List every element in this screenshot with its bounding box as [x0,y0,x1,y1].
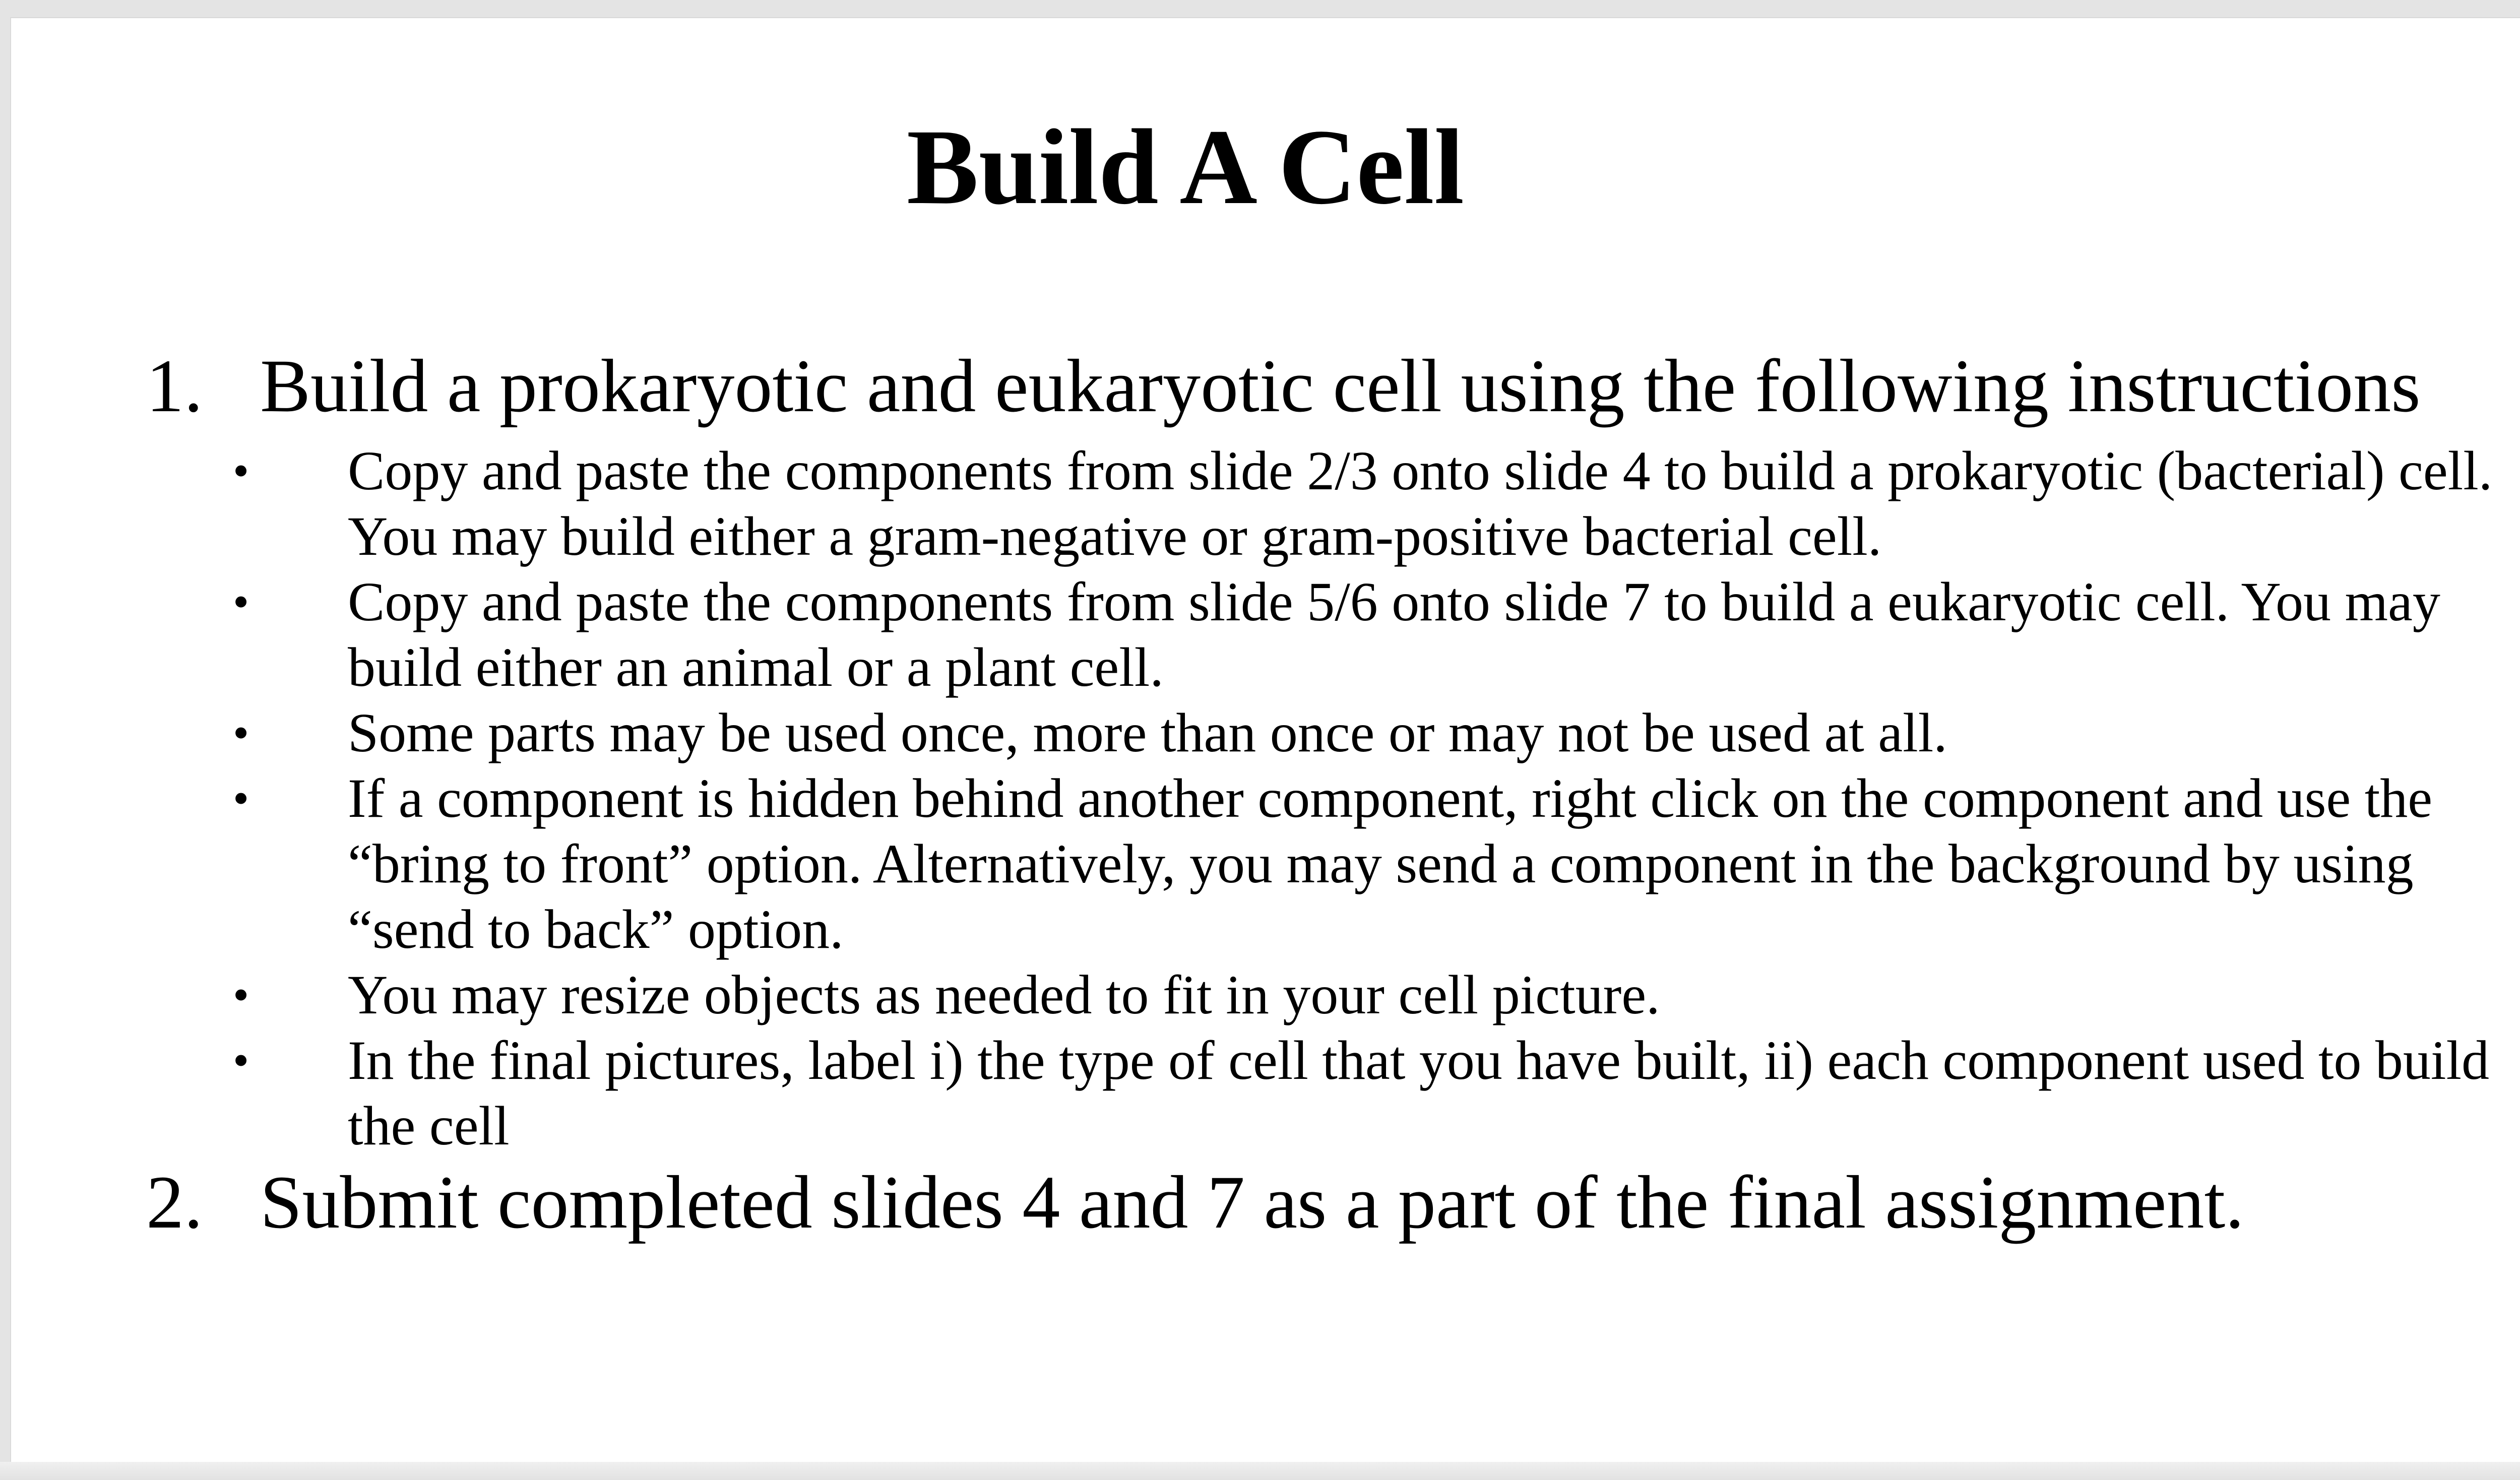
bullet-line: If a component is hidden behind another component, right click on the component and use the [348,767,2433,829]
bullet-line: “send to back” option. [348,898,844,960]
bullet-line: Copy and paste the components from slide 5/6 onto slide 7 to build a eukaryotic cell. You may [348,571,2440,632]
bullet-line: You may resize objects as needed to fit in your cell picture. [348,964,1660,1025]
window-bottom-edge [0,1462,2520,1480]
bullet-line: the cell [348,1095,510,1156]
bullet-item [233,569,2471,700]
bullet-line: “bring to front” option. Alternatively, you may send a component in the background by using [348,833,2414,894]
numbered-item-2 [146,1157,2520,1248]
slide-canvas [10,17,2520,1463]
bullet-item [233,1027,2490,1159]
bullet-line: build either an animal or a plant cell. [348,636,1164,698]
bullet-line: In the final pictures, label i) the type of cell that you have built, ii) each component used to build [348,1029,2490,1091]
slide-title: Build A Cell [906,107,1465,227]
bullet-dot-icon: • [233,969,249,1020]
bullet-item [233,765,2471,962]
bullet-dot-icon: • [233,1035,249,1086]
bullet-item [233,700,2471,765]
item-number: 1. [146,344,203,428]
bullet-line: Copy and paste the components from slide 2/3 onto slide 4 to build a prokaryotic (bacterial) cell. [348,440,2493,501]
item-number: 2. [146,1161,203,1244]
bullet-line: You may build either a gram-negative or gram-positive bacterial cell. [348,505,1882,567]
numbered-item-1 [146,341,2520,431]
bullet-dot-icon: • [233,773,249,824]
bullet-item [233,962,2471,1027]
instruction-bullet-list [233,438,2493,1159]
item-text: Submit completed slides 4 and 7 as a part of the final assignment. [260,1161,2244,1244]
bullet-item [233,438,2493,569]
item-text: Build a prokaryotic and eukaryotic cell using the following instructions [260,344,2421,428]
bullet-line: Some parts may be used once, more than once or may not be used at all. [348,702,1947,763]
bullet-dot-icon: • [233,707,249,758]
bullet-dot-icon: • [233,576,249,627]
bullet-dot-icon: • [233,445,249,496]
